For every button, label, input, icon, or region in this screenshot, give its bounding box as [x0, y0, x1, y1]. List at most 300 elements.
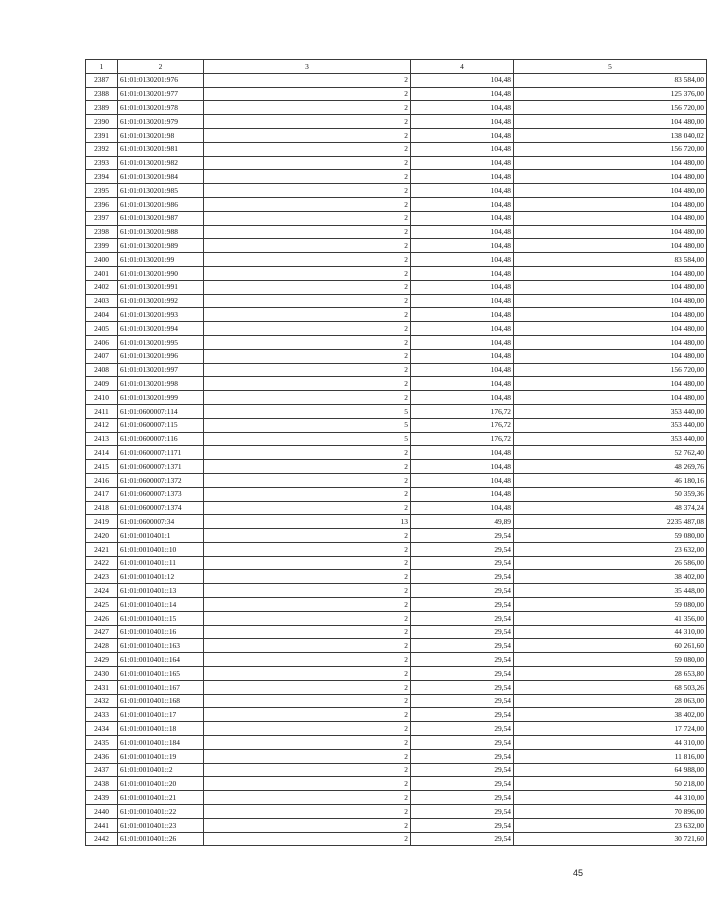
cadastral-number-cell: 61:01:0130201:978 — [118, 101, 204, 115]
cadastral-number-cell: 61:01:0010401::22 — [118, 805, 204, 819]
table-row — [86, 266, 707, 280]
table-row — [86, 487, 707, 501]
area-cell: 29,54 — [411, 722, 514, 736]
table-row — [86, 667, 707, 681]
quantity-cell: 5 — [204, 418, 411, 432]
row-number-cell: 2421 — [86, 542, 118, 556]
value-cell: 44 310,00 — [514, 625, 707, 639]
table-row — [86, 128, 707, 142]
area-cell: 29,54 — [411, 736, 514, 750]
area-cell: 29,54 — [411, 708, 514, 722]
column-header-5: 5 — [514, 60, 707, 74]
quantity-cell: 2 — [204, 101, 411, 115]
quantity-cell: 2 — [204, 460, 411, 474]
quantity-cell: 2 — [204, 170, 411, 184]
cadastral-number-cell: 61:01:0600007:115 — [118, 418, 204, 432]
row-number-cell: 2434 — [86, 722, 118, 736]
value-cell: 59 080,00 — [514, 598, 707, 612]
value-cell: 70 896,00 — [514, 805, 707, 819]
cadastral-number-cell: 61:01:0130201:989 — [118, 239, 204, 253]
value-cell: 46 180,16 — [514, 473, 707, 487]
area-cell: 104,48 — [411, 294, 514, 308]
value-cell: 156 720,00 — [514, 101, 707, 115]
quantity-cell: 2 — [204, 225, 411, 239]
value-cell: 353 440,00 — [514, 404, 707, 418]
quantity-cell: 2 — [204, 391, 411, 405]
table-row — [86, 556, 707, 570]
value-cell: 83 584,00 — [514, 73, 707, 87]
area-cell: 29,54 — [411, 639, 514, 653]
value-cell: 50 218,00 — [514, 777, 707, 791]
cadastral-number-cell: 61:01:0010401::20 — [118, 777, 204, 791]
row-number-cell: 2418 — [86, 501, 118, 515]
row-number-cell: 2408 — [86, 363, 118, 377]
column-header-2: 2 — [118, 60, 204, 74]
row-number-cell: 2406 — [86, 335, 118, 349]
cadastral-number-cell: 61:01:0130201:987 — [118, 211, 204, 225]
table-row — [86, 722, 707, 736]
table-row — [86, 708, 707, 722]
value-cell: 64 988,00 — [514, 763, 707, 777]
cadastral-number-cell: 61:01:0010401::19 — [118, 749, 204, 763]
area-cell: 104,48 — [411, 446, 514, 460]
value-cell: 38 402,00 — [514, 708, 707, 722]
row-number-cell: 2412 — [86, 418, 118, 432]
area-cell: 29,54 — [411, 791, 514, 805]
table-row — [86, 404, 707, 418]
quantity-cell: 2 — [204, 377, 411, 391]
value-cell: 104 480,00 — [514, 266, 707, 280]
cadastral-number-cell: 61:01:0010401::16 — [118, 625, 204, 639]
quantity-cell: 2 — [204, 653, 411, 667]
row-number-cell: 2391 — [86, 128, 118, 142]
area-cell: 29,54 — [411, 818, 514, 832]
value-cell: 138 040,02 — [514, 128, 707, 142]
cadastral-number-cell: 61:01:0130201:988 — [118, 225, 204, 239]
quantity-cell: 2 — [204, 542, 411, 556]
table-row — [86, 322, 707, 336]
quantity-cell: 2 — [204, 570, 411, 584]
area-cell: 104,48 — [411, 308, 514, 322]
area-cell: 104,48 — [411, 487, 514, 501]
quantity-cell: 2 — [204, 749, 411, 763]
cadastral-number-cell: 61:01:0600007:1372 — [118, 473, 204, 487]
quantity-cell: 2 — [204, 211, 411, 225]
area-cell: 29,54 — [411, 763, 514, 777]
quantity-cell: 2 — [204, 708, 411, 722]
table-row — [86, 611, 707, 625]
row-number-cell: 2400 — [86, 253, 118, 267]
row-number-cell: 2423 — [86, 570, 118, 584]
area-cell: 176,72 — [411, 404, 514, 418]
quantity-cell: 2 — [204, 363, 411, 377]
row-number-cell: 2413 — [86, 432, 118, 446]
table-row — [86, 377, 707, 391]
value-cell: 48 269,76 — [514, 460, 707, 474]
cadastral-number-cell: 61:01:0130201:981 — [118, 142, 204, 156]
quantity-cell: 2 — [204, 777, 411, 791]
row-number-cell: 2432 — [86, 694, 118, 708]
area-cell: 104,48 — [411, 460, 514, 474]
cadastral-number-cell: 61:01:0130201:977 — [118, 87, 204, 101]
quantity-cell: 2 — [204, 805, 411, 819]
area-cell: 104,48 — [411, 473, 514, 487]
value-cell: 28 063,00 — [514, 694, 707, 708]
cadastral-number-cell: 61:01:0130201:99 — [118, 253, 204, 267]
quantity-cell: 2 — [204, 556, 411, 570]
value-cell: 353 440,00 — [514, 432, 707, 446]
row-number-cell: 2398 — [86, 225, 118, 239]
table-row — [86, 391, 707, 405]
value-cell: 104 480,00 — [514, 211, 707, 225]
row-number-cell: 2442 — [86, 832, 118, 846]
area-cell: 104,48 — [411, 142, 514, 156]
row-number-cell: 2428 — [86, 639, 118, 653]
cadastral-number-cell: 61:01:0600007:34 — [118, 515, 204, 529]
area-cell: 29,54 — [411, 653, 514, 667]
value-cell: 104 480,00 — [514, 391, 707, 405]
value-cell: 104 480,00 — [514, 308, 707, 322]
page-number: 45 — [572, 868, 583, 878]
area-cell: 104,48 — [411, 211, 514, 225]
area-cell: 104,48 — [411, 501, 514, 515]
row-number-cell: 2392 — [86, 142, 118, 156]
table-row — [86, 694, 707, 708]
area-cell: 104,48 — [411, 391, 514, 405]
table-row — [86, 363, 707, 377]
table-row — [86, 335, 707, 349]
table-row — [86, 832, 707, 846]
table-row — [86, 446, 707, 460]
cadastral-number-cell: 61:01:0130201:993 — [118, 308, 204, 322]
row-number-cell: 2388 — [86, 87, 118, 101]
area-cell: 104,48 — [411, 363, 514, 377]
table-row — [86, 805, 707, 819]
area-cell: 104,48 — [411, 377, 514, 391]
cadastral-number-cell: 61:01:0130201:98 — [118, 128, 204, 142]
cadastral-number-cell: 61:01:0600007:1374 — [118, 501, 204, 515]
cadastral-number-cell: 61:01:0600007:1171 — [118, 446, 204, 460]
quantity-cell: 2 — [204, 501, 411, 515]
value-cell: 52 762,40 — [514, 446, 707, 460]
value-cell: 104 480,00 — [514, 322, 707, 336]
row-number-cell: 2431 — [86, 680, 118, 694]
row-number-cell: 2393 — [86, 156, 118, 170]
row-number-cell: 2430 — [86, 667, 118, 681]
table-row — [86, 529, 707, 543]
cadastral-number-cell: 61:01:0010401::13 — [118, 584, 204, 598]
cadastral-number-cell: 61:01:0130201:976 — [118, 73, 204, 87]
row-number-cell: 2429 — [86, 653, 118, 667]
table-row — [86, 570, 707, 584]
area-cell: 104,48 — [411, 197, 514, 211]
cadastral-number-cell: 61:01:0130201:996 — [118, 349, 204, 363]
value-cell: 2235 487,08 — [514, 515, 707, 529]
quantity-cell: 2 — [204, 639, 411, 653]
table-row — [86, 101, 707, 115]
cadastral-number-cell: 61:01:0130201:999 — [118, 391, 204, 405]
value-cell: 104 480,00 — [514, 225, 707, 239]
row-number-cell: 2414 — [86, 446, 118, 460]
row-number-cell: 2416 — [86, 473, 118, 487]
table-row — [86, 777, 707, 791]
value-cell: 104 480,00 — [514, 115, 707, 129]
column-header-3: 3 — [204, 60, 411, 74]
area-cell: 104,48 — [411, 128, 514, 142]
table-body — [86, 73, 707, 846]
cadastral-number-cell: 61:01:0130201:982 — [118, 156, 204, 170]
cadastral-number-cell: 61:01:0010401::18 — [118, 722, 204, 736]
area-cell: 104,48 — [411, 280, 514, 294]
table-row — [86, 73, 707, 87]
cadastral-number-cell: 61:01:0600007:114 — [118, 404, 204, 418]
table-row — [86, 473, 707, 487]
row-number-cell: 2387 — [86, 73, 118, 87]
row-number-cell: 2419 — [86, 515, 118, 529]
cadastral-number-cell: 61:01:0130201:997 — [118, 363, 204, 377]
table-row — [86, 211, 707, 225]
value-cell: 104 480,00 — [514, 170, 707, 184]
quantity-cell: 2 — [204, 611, 411, 625]
row-number-cell: 2435 — [86, 736, 118, 750]
value-cell: 35 448,00 — [514, 584, 707, 598]
cadastral-number-cell: 61:01:0010401::165 — [118, 667, 204, 681]
table-row — [86, 239, 707, 253]
table-row — [86, 515, 707, 529]
area-cell: 29,54 — [411, 556, 514, 570]
area-cell: 29,54 — [411, 749, 514, 763]
row-number-cell: 2417 — [86, 487, 118, 501]
value-cell: 353 440,00 — [514, 418, 707, 432]
area-cell: 104,48 — [411, 239, 514, 253]
column-header-1: 1 — [86, 60, 118, 74]
value-cell: 104 480,00 — [514, 335, 707, 349]
cadastral-number-cell: 61:01:0010401:1 — [118, 529, 204, 543]
quantity-cell: 2 — [204, 115, 411, 129]
value-cell: 50 359,36 — [514, 487, 707, 501]
area-cell: 104,48 — [411, 101, 514, 115]
table-row — [86, 460, 707, 474]
cadastral-number-cell: 61:01:0130201:990 — [118, 266, 204, 280]
quantity-cell: 2 — [204, 529, 411, 543]
area-cell: 104,48 — [411, 184, 514, 198]
table-row — [86, 170, 707, 184]
area-cell: 104,48 — [411, 156, 514, 170]
quantity-cell: 2 — [204, 308, 411, 322]
row-number-cell: 2404 — [86, 308, 118, 322]
area-cell: 104,48 — [411, 115, 514, 129]
cadastral-number-cell: 61:01:0130201:995 — [118, 335, 204, 349]
quantity-cell: 2 — [204, 73, 411, 87]
quantity-cell: 2 — [204, 322, 411, 336]
cadastral-number-cell: 61:01:0010401::14 — [118, 598, 204, 612]
value-cell: 68 503,26 — [514, 680, 707, 694]
cadastral-number-cell: 61:01:0600007:1371 — [118, 460, 204, 474]
table-row — [86, 501, 707, 515]
area-cell: 29,54 — [411, 694, 514, 708]
value-cell: 104 480,00 — [514, 280, 707, 294]
quantity-cell: 2 — [204, 128, 411, 142]
row-number-cell: 2440 — [86, 805, 118, 819]
quantity-cell: 2 — [204, 184, 411, 198]
row-number-cell: 2433 — [86, 708, 118, 722]
quantity-cell: 5 — [204, 404, 411, 418]
quantity-cell: 2 — [204, 736, 411, 750]
quantity-cell: 2 — [204, 266, 411, 280]
value-cell: 44 310,00 — [514, 791, 707, 805]
registry-table — [85, 59, 707, 846]
row-number-cell: 2438 — [86, 777, 118, 791]
area-cell: 176,72 — [411, 418, 514, 432]
table-row — [86, 349, 707, 363]
cadastral-number-cell: 61:01:0130201:994 — [118, 322, 204, 336]
cadastral-number-cell: 61:01:0010401::184 — [118, 736, 204, 750]
area-cell: 104,48 — [411, 253, 514, 267]
table-row — [86, 653, 707, 667]
cadastral-number-cell: 61:01:0010401::15 — [118, 611, 204, 625]
area-cell: 29,54 — [411, 584, 514, 598]
cadastral-number-cell: 61:01:0600007:116 — [118, 432, 204, 446]
value-cell: 104 480,00 — [514, 349, 707, 363]
area-cell: 29,54 — [411, 570, 514, 584]
cadastral-number-cell: 61:01:0130201:984 — [118, 170, 204, 184]
table-row — [86, 280, 707, 294]
row-number-cell: 2411 — [86, 404, 118, 418]
area-cell: 104,48 — [411, 349, 514, 363]
row-number-cell: 2409 — [86, 377, 118, 391]
value-cell: 156 720,00 — [514, 142, 707, 156]
row-number-cell: 2389 — [86, 101, 118, 115]
value-cell: 48 374,24 — [514, 501, 707, 515]
column-header-4: 4 — [411, 60, 514, 74]
quantity-cell: 2 — [204, 446, 411, 460]
quantity-cell: 2 — [204, 253, 411, 267]
table-row — [86, 184, 707, 198]
row-number-cell: 2399 — [86, 239, 118, 253]
value-cell: 156 720,00 — [514, 363, 707, 377]
value-cell: 30 721,60 — [514, 832, 707, 846]
row-number-cell: 2441 — [86, 818, 118, 832]
area-cell: 29,54 — [411, 542, 514, 556]
table-row — [86, 736, 707, 750]
table-row — [86, 142, 707, 156]
value-cell: 17 724,00 — [514, 722, 707, 736]
area-cell: 29,54 — [411, 680, 514, 694]
table-row — [86, 625, 707, 639]
cadastral-number-cell: 61:01:0010401::23 — [118, 818, 204, 832]
cadastral-number-cell: 61:01:0010401::168 — [118, 694, 204, 708]
cadastral-number-cell: 61:01:0010401::167 — [118, 680, 204, 694]
table-row — [86, 115, 707, 129]
cadastral-number-cell: 61:01:0130201:992 — [118, 294, 204, 308]
table-row — [86, 791, 707, 805]
row-number-cell: 2405 — [86, 322, 118, 336]
quantity-cell: 2 — [204, 791, 411, 805]
area-cell: 29,54 — [411, 667, 514, 681]
row-number-cell: 2390 — [86, 115, 118, 129]
area-cell: 104,48 — [411, 170, 514, 184]
row-number-cell: 2424 — [86, 584, 118, 598]
cadastral-number-cell: 61:01:0010401::17 — [118, 708, 204, 722]
value-cell: 104 480,00 — [514, 294, 707, 308]
cadastral-number-cell: 61:01:0010401::11 — [118, 556, 204, 570]
cadastral-number-cell: 61:01:0010401::2 — [118, 763, 204, 777]
row-number-cell: 2401 — [86, 266, 118, 280]
cadastral-number-cell: 61:01:0130201:979 — [118, 115, 204, 129]
table-row — [86, 598, 707, 612]
value-cell: 104 480,00 — [514, 156, 707, 170]
row-number-cell: 2436 — [86, 749, 118, 763]
table-row — [86, 749, 707, 763]
table-row — [86, 639, 707, 653]
table-row — [86, 418, 707, 432]
value-cell: 60 261,60 — [514, 639, 707, 653]
row-number-cell: 2422 — [86, 556, 118, 570]
quantity-cell: 2 — [204, 487, 411, 501]
row-number-cell: 2415 — [86, 460, 118, 474]
area-cell: 104,48 — [411, 322, 514, 336]
cadastral-number-cell: 61:01:0600007:1373 — [118, 487, 204, 501]
quantity-cell: 2 — [204, 142, 411, 156]
quantity-cell: 2 — [204, 818, 411, 832]
quantity-cell: 2 — [204, 680, 411, 694]
quantity-cell: 2 — [204, 722, 411, 736]
quantity-cell: 2 — [204, 156, 411, 170]
value-cell: 125 376,00 — [514, 87, 707, 101]
row-number-cell: 2420 — [86, 529, 118, 543]
row-number-cell: 2402 — [86, 280, 118, 294]
cadastral-number-cell: 61:01:0010401:12 — [118, 570, 204, 584]
value-cell: 28 653,80 — [514, 667, 707, 681]
quantity-cell: 2 — [204, 87, 411, 101]
quantity-cell: 2 — [204, 473, 411, 487]
area-cell: 29,54 — [411, 805, 514, 819]
table-row — [86, 584, 707, 598]
value-cell: 23 632,00 — [514, 542, 707, 556]
row-number-cell: 2426 — [86, 611, 118, 625]
cadastral-number-cell: 61:01:0010401::164 — [118, 653, 204, 667]
value-cell: 23 632,00 — [514, 818, 707, 832]
row-number-cell: 2437 — [86, 763, 118, 777]
quantity-cell: 2 — [204, 832, 411, 846]
value-cell: 104 480,00 — [514, 197, 707, 211]
area-cell: 104,48 — [411, 266, 514, 280]
table-header — [86, 60, 707, 74]
table-row — [86, 542, 707, 556]
cadastral-number-cell: 61:01:0130201:998 — [118, 377, 204, 391]
quantity-cell: 2 — [204, 239, 411, 253]
row-number-cell: 2425 — [86, 598, 118, 612]
area-cell: 29,54 — [411, 611, 514, 625]
value-cell: 83 584,00 — [514, 253, 707, 267]
value-cell: 104 480,00 — [514, 184, 707, 198]
value-cell: 59 080,00 — [514, 529, 707, 543]
row-number-cell: 2394 — [86, 170, 118, 184]
area-cell: 49,89 — [411, 515, 514, 529]
value-cell: 44 310,00 — [514, 736, 707, 750]
value-cell: 11 816,00 — [514, 749, 707, 763]
quantity-cell: 2 — [204, 584, 411, 598]
table-row — [86, 197, 707, 211]
cadastral-number-cell: 61:01:0010401::10 — [118, 542, 204, 556]
area-cell: 29,54 — [411, 598, 514, 612]
table-row — [86, 156, 707, 170]
area-cell: 29,54 — [411, 777, 514, 791]
cadastral-number-cell: 61:01:0130201:991 — [118, 280, 204, 294]
value-cell: 104 480,00 — [514, 377, 707, 391]
row-number-cell: 2397 — [86, 211, 118, 225]
header-row — [86, 60, 707, 74]
